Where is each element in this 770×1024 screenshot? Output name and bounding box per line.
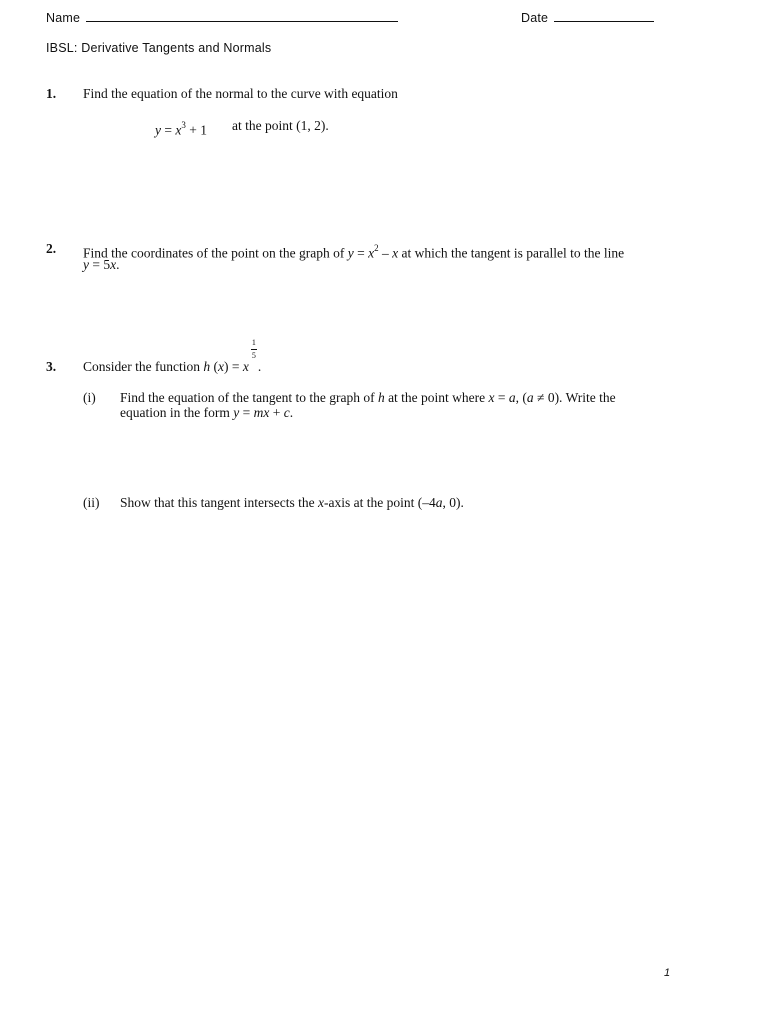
page-number: 1 [664, 967, 671, 979]
q3i-l2-mx: mx [253, 405, 270, 420]
q2-line-end: . [116, 257, 120, 272]
q2-line-eq: = 5 [89, 257, 111, 272]
q2-text-suffix: at which the tangent is parallel to the line [398, 245, 625, 261]
q3i-text-e: ≠ 0). Write the [533, 390, 616, 405]
question-1-text: Find the equation of the normal to the curve with equation [83, 86, 398, 101]
q2-power: 2 [374, 243, 379, 253]
worksheet-title: IBSL: Derivative Tangents and Normals [46, 41, 272, 55]
q2-line-x: x [110, 257, 117, 272]
question-2-line-2 [83, 257, 120, 273]
q3i-a2: a [526, 390, 534, 405]
question-1-equation [155, 118, 207, 139]
q3-close-paren: ) = [223, 359, 243, 374]
q2-text-prefix: Find the coordinates of the point on the graph of [83, 245, 348, 261]
q3-part-i-label: (i) [83, 390, 96, 405]
q2-x2: x [392, 245, 399, 261]
question-2-line-1 [83, 241, 624, 262]
question-3-intro [83, 338, 262, 375]
eq-x: x [175, 122, 182, 138]
q2-minus: – [378, 245, 393, 261]
q3-fraction-exponent [250, 338, 258, 371]
q3-frac-bar [251, 349, 257, 350]
q3i-l2-period: . [289, 405, 294, 420]
q3-x: x [217, 359, 224, 374]
q3i-h: h [377, 390, 385, 405]
name-field [46, 10, 398, 25]
q3ii-text-a: Show that this tangent intersects the [120, 495, 318, 510]
q3i-l2-plus: + [269, 405, 284, 420]
q3-part-ii-label: (ii) [83, 495, 100, 510]
q3ii-a: a [435, 495, 443, 510]
eq-power: 3 [181, 120, 186, 130]
q3i-l2-equals: = [239, 405, 254, 420]
q3i-text-b: at the point where [384, 390, 489, 405]
q3-x-base: x [242, 359, 249, 374]
eq-equals: = [161, 122, 176, 138]
question-3-number: 3. [46, 359, 57, 374]
q3-frac-denominator: 5 [251, 351, 256, 360]
q3i-x: x [488, 390, 495, 405]
q3i-a: a [508, 390, 516, 405]
q3ii-text-c: , 0). [442, 495, 464, 510]
q2-equals: = [353, 245, 369, 261]
q3i-l2-y: y [233, 405, 240, 420]
q3i-text-a: Find the equation of the tangent to the graph of [120, 390, 378, 405]
date-blank-line [554, 10, 654, 22]
q3-prefix: Consider the function [83, 359, 204, 374]
q3-part-i-line-2 [120, 405, 293, 421]
q3-part-i-line-1 [120, 390, 616, 406]
q3-open-paren: ( [210, 359, 218, 374]
q2-y: y [347, 245, 354, 261]
date-label: Date [521, 11, 549, 25]
q3-period: . [257, 359, 262, 374]
q3-frac-numerator: 1 [251, 338, 256, 347]
name-blank-line [86, 10, 398, 22]
eq-rest: + 1 [185, 122, 207, 138]
q3i-l2-c: c [283, 405, 290, 420]
q3ii-x: x [317, 495, 324, 510]
question-1-point: at the point (1, 2). [232, 118, 329, 133]
q3i-equals: = [494, 390, 509, 405]
q3i-l2-text: equation in the form [120, 405, 234, 420]
name-label: Name [46, 11, 81, 25]
q3-h: h [203, 359, 211, 374]
q2-x: x [368, 245, 375, 261]
q3ii-text-b: -axis at the point (–4 [323, 495, 436, 510]
q3i-text-d: , ( [515, 390, 527, 405]
q2-line-y: y [83, 257, 89, 272]
question-2-number: 2. [46, 241, 57, 256]
question-1-number: 1. [46, 86, 57, 101]
date-field [521, 10, 654, 25]
q3-part-ii-text [120, 495, 464, 511]
eq-y: y [155, 122, 161, 138]
